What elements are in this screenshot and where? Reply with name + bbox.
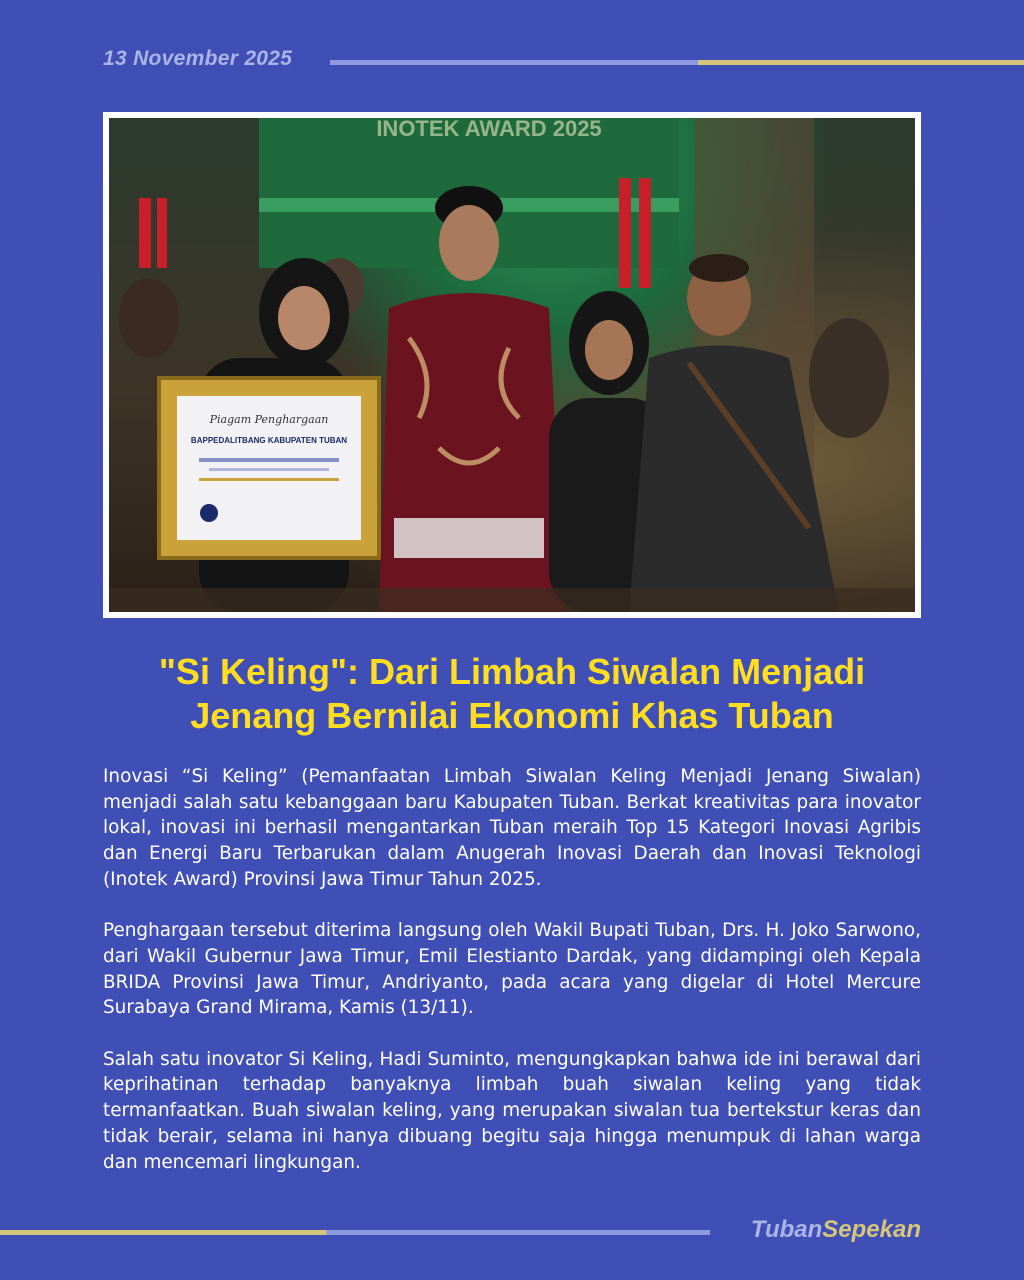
article-body <box>103 764 921 1201</box>
brand-logo-text <box>751 1216 921 1244</box>
article-paragraph: Penghargaan tersebut diterima langsung oleh Wakil Bupati Tuban, Drs. H. Joko Sarwono, dari Wakil Gubernur Jawa Timur, Emil Elestianto Dardak, yang didampingi oleh Kepala BRIDA Provinsi Jawa Timur, Andriyanto, pada acara yang digelar di Hotel Mercure Surabaya Grand Mirama, Kamis (13/11). <box>103 920 921 1019</box>
article-paragraph: Salah satu inovator Si Keling, Hadi Suminto, mengungkapkan bahwa ide ini berawal dari keprihatinan terhadap banyaknya limbah buah siwalan keling yang tidak termanfaatkan. Buah siwalan keling, yang merupakan siwalan tua bertekstur keras dan tidak berair, selama ini hanya dibuang begitu saja hingga menumpuk di lahan warga dan mencemari lingkungan. <box>103 1048 921 1173</box>
photo-illustration <box>109 118 915 612</box>
brand-part2: Sepekan <box>822 1216 921 1243</box>
article-photo-frame <box>103 112 921 618</box>
article-title-line1: "Si Keling": Dari Limbah Siwalan Menjadi <box>158 651 866 692</box>
certificate-title: Piagam Penghargaan <box>209 413 329 426</box>
publish-date: 13 November 2025 <box>103 47 293 70</box>
article-paragraph: Inovasi “Si Keling” (Pemanfaatan Limbah Siwalan Keling Menjadi Jenang Siwalan) menjadi salah satu kebanggaan baru Kabupaten Tuban. Berkat kreativitas para inovator lokal, inovasi ini berhasil mengantarkan Tuban meraih Top 15 Kategori Inovasi Agribis dan Energi Baru Terbarukan dalam Anugerah Inovasi Daerah dan Inovasi Teknologi (Inotek Award) Provinsi Jawa Timur Tahun 2025. <box>103 766 921 890</box>
certificate-org: BAPPEDALITBANG KABUPATEN TUBAN <box>190 436 348 445</box>
article-title-line2: Jenang Bernilai Ekonomi Khas Tuban <box>190 695 834 736</box>
article-title <box>60 650 964 738</box>
footer-divider <box>0 1230 710 1235</box>
brand-part1: Tuban <box>750 1216 823 1243</box>
award-ceremony-photo <box>109 118 915 612</box>
header-divider <box>330 60 1024 65</box>
banner-text: INOTEK AWARD 2025 <box>376 118 602 141</box>
